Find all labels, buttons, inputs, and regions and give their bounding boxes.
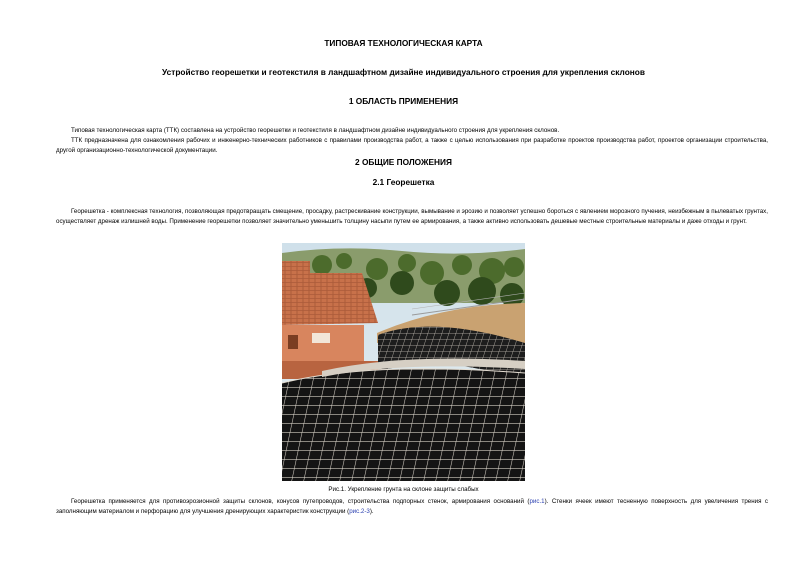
paragraph-2-text-end: ). bbox=[369, 507, 374, 515]
section-2-1-heading: 2.1 Георешетка bbox=[372, 177, 435, 187]
figure-caption: Рис.1. Укрепление грунта на склоне защиты слабых bbox=[328, 486, 479, 493]
section-2-1-paragraph-1: Георешетка - комплексная технология, позволяющая предотвращать смещение, просадку, растрескивание конструкции, вымывание и эрозию и позволяет успешно бороться с явлением морозного пучения, неизбежным в пылеватых грунтах, осуществляет дренаж излишней воды. Применение георешетки позволяет значительно уменьшить толщину насыпи путем ее армирования, а также активно использовать дешевые местные строительные материалы и даже отходы и грунт. bbox=[56, 208, 768, 225]
subtitle: Устройство георешетки и геотекстиля в ландшафтном дизайне индивидуального строения для укрепления склонов bbox=[162, 67, 645, 77]
section-2-1-paragraph-2 bbox=[56, 497, 768, 516]
section-1-paragraph-1: Типовая технологическая карта (ТТК) составлена на устройство георешетки и геотекстиля в ландшафтном дизайне индивидуального строения для укрепления склонов. bbox=[71, 127, 560, 134]
link-figure-2-3[interactable]: рис.2-3 bbox=[349, 507, 370, 515]
link-figure-1[interactable]: рис.1 bbox=[529, 498, 545, 505]
section-2-heading: 2 ОБЩИЕ ПОЛОЖЕНИЯ bbox=[355, 157, 452, 167]
geogrid-slope-photo bbox=[282, 243, 525, 481]
paragraph-2-text-mid: ). Стенки ячеек имеют тесненную поверхность для увеличения трения с заполняющим материалом и перфорацию для улучшения дренирующих характеристик конструкции ( bbox=[56, 498, 769, 515]
section-1-paragraph-2: ТТК предназначена для ознакомления рабочих и инженерно-технических работников с правилами производства работ, а также с целью использования при разработке проектов производства работ, проектов организации строительства, другой организационно-технологической документации. bbox=[56, 137, 768, 154]
main-title: ТИПОВАЯ ТЕХНОЛОГИЧЕСКАЯ КАРТА bbox=[324, 38, 483, 48]
section-1-heading: 1 ОБЛАСТЬ ПРИМЕНЕНИЯ bbox=[348, 96, 459, 106]
paragraph-2-text-start: Георешетка применяется для противоэрозионной защиты склонов, конусов путепроводов, строительства подпорных стенок, армирования оснований ( bbox=[71, 498, 530, 505]
